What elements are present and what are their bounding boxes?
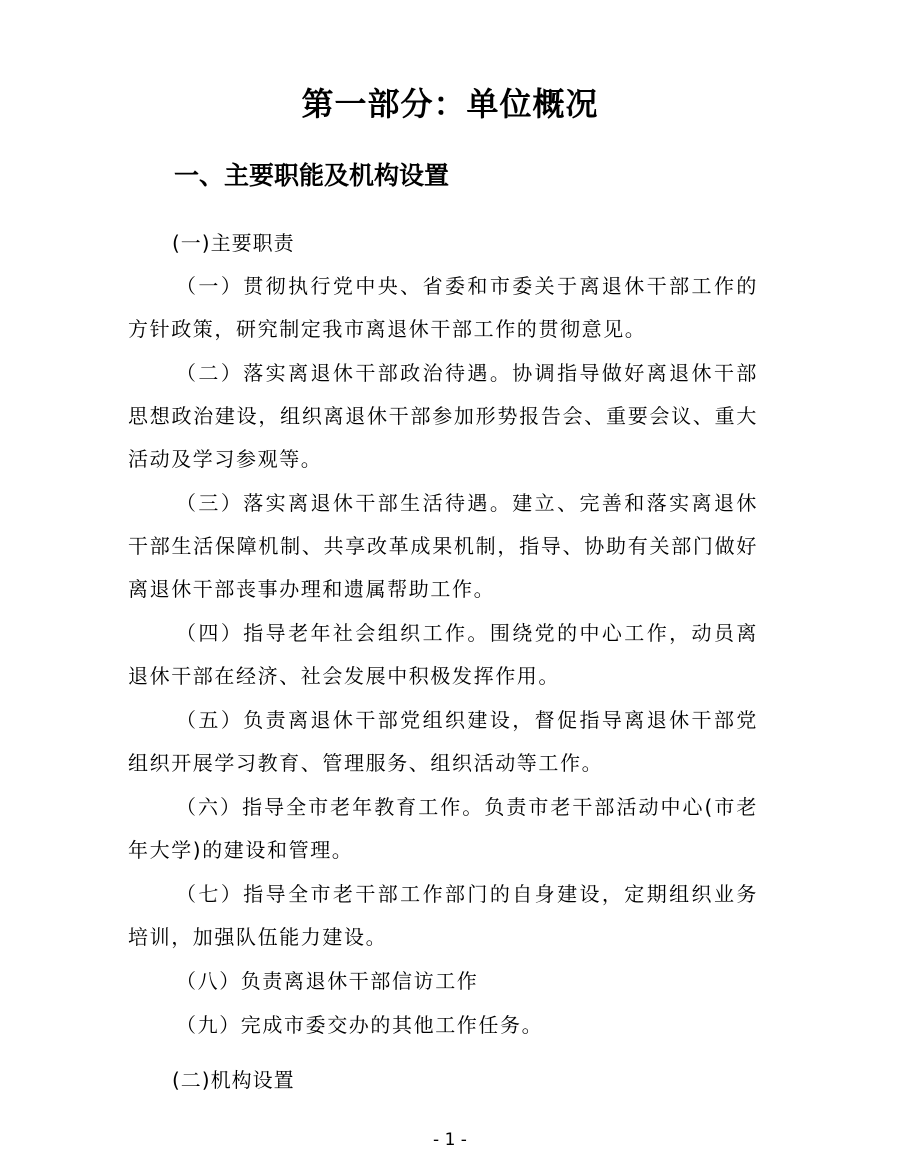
duty-paragraph-2: （二）落实离退休干部政治待遇。协调指导做好离退休干部思想政治建设，组织离退休干部参加形势报告会、重要会议、重大活动及学习参观等。	[128, 361, 758, 471]
subheading-organization: (二)机构设置	[172, 1068, 295, 1092]
section-heading: 一、主要职能及机构设置	[174, 161, 450, 190]
page-title: 第一部分：单位概况	[301, 85, 599, 123]
subheading-main-duties: (一)主要职责	[172, 231, 295, 255]
duty-paragraph-4: （四）指导老年社会组织工作。围绕党的中心工作，动员离退休干部在经济、社会发展中积极发挥作用。	[128, 621, 758, 688]
duty-paragraph-9: （九）完成市委交办的其他工作任务。	[176, 1013, 544, 1037]
duty-paragraph-6: （六）指导全市老年教育工作。负责市老干部活动中心(市老年大学)的建设和管理。	[128, 795, 758, 862]
duty-paragraph-8: （八）负责离退休干部信访工作	[176, 969, 479, 993]
duty-paragraph-1: （一）贯彻执行党中央、省委和市委关于离退休干部工作的方针政策，研究制定我市离退休干部工作的贯彻意见。	[128, 274, 758, 341]
duty-paragraph-3: （三）落实离退休干部生活待遇。建立、完善和落实离退休干部生活保障机制、共享改革成果机制，指导、协助有关部门做好离退休干部丧事办理和遗属帮助工作。	[128, 491, 758, 601]
duty-paragraph-5: （五）负责离退休干部党组织建设，督促指导离退休干部党组织开展学习教育、管理服务、组织活动等工作。	[128, 708, 758, 775]
page-number: - 1 -	[433, 1130, 467, 1150]
duty-paragraph-7: （七）指导全市老干部工作部门的自身建设，定期组织业务培训，加强队伍能力建设。	[128, 882, 758, 949]
